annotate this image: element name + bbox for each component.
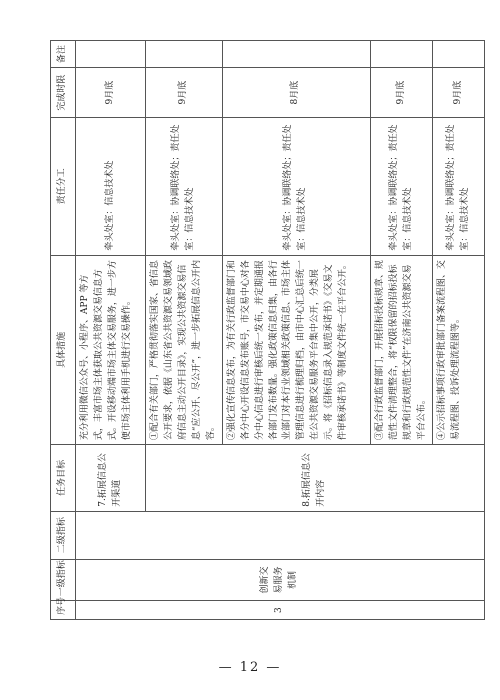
- group-no: 3: [76, 601, 485, 620]
- header-measures: 具体措施: [51, 255, 76, 445]
- measure-cell: ④公示招标事项行政审批部门备案流程图、交易流程图、投诉处理流程图等。: [433, 255, 485, 445]
- measure-cell: ②强化宣传信息发布，为有关行政监督部门和各分中心开设信息发布账号，市交易中心对各分中心信息进行审核后统一发布，并定期通报各部门发布数量。强化政策信息归集，由各行业部门对本行业领域相关政策信息、市场主体管理信息进行梳理归档，由市中心汇总后统一在公共资源交易服务平台集中公开，分类展示。将《招标信息录入规范承诺书》《交易文件审核承诺书》等制度文件统一在平台公开。: [222, 255, 370, 445]
- deadline-cell: 9月底: [433, 68, 485, 118]
- measure-cell: 充分利用微信公众号、小程序、APP 等方式，丰富市场主体获取公共资源交易信息方式。开设移动端市场主体交易服务，进一步方便市场主体利用手机进行交易操作。: [76, 255, 146, 445]
- responsibility-cell: 牵头处室：协调联络处；责任处室：信息技术处: [146, 118, 223, 255]
- task-cell: 8.拓展信息公开内容: [146, 445, 485, 512]
- header-row: [51, 41, 76, 620]
- note-cell: [146, 41, 223, 68]
- responsibility-cell: 牵头处室：协调联络处；责任处室：信息技术处: [222, 118, 370, 255]
- note-cell: [433, 41, 485, 68]
- deadline-cell: 9月底: [146, 68, 223, 118]
- note-cell: [76, 41, 146, 68]
- group-level1: 创新交易服务机制: [76, 559, 485, 601]
- responsibility-cell: 牵头处室：信息技术处: [76, 118, 146, 255]
- header-responsibility: 责任分工: [51, 118, 76, 255]
- table-row: [76, 41, 146, 620]
- task-cell: 7.拓展信息公开渠道: [76, 445, 146, 512]
- note-cell: [370, 41, 433, 68]
- page-number: — 12 —: [218, 660, 282, 675]
- header-task: 任务目标: [51, 445, 76, 512]
- group-level2: [76, 511, 485, 559]
- deadline-cell: 9月底: [370, 68, 433, 118]
- header-deadline: 完成时限: [51, 68, 76, 118]
- deadline-cell: 8月底: [222, 68, 370, 118]
- responsibility-cell: 牵头处室：协调联络处；责任处室：信息技术处: [433, 118, 485, 255]
- header-no: 序号: [51, 601, 76, 620]
- measure-cell: ①配合有关部门，严格贯彻落实国家、省信息公开要求，依据《山东省公共资源交易领域政府信息主动公开目录》，实现公共资源交易信息“应公开、尽公开”，进一步拓展信息公开内容。: [146, 255, 223, 445]
- header-level1: 一级指标: [51, 559, 76, 601]
- header-note: 备注: [51, 41, 76, 68]
- deadline-cell: 9月底: [76, 68, 146, 118]
- responsibility-cell: 牵头处室：协调联络处；责任处室：信息技术处: [370, 118, 433, 255]
- landscape-frame: [50, 40, 490, 620]
- note-cell: [222, 41, 370, 68]
- measure-cell: ③配合行政监督部门，开展招标投标规章、规范性文件清理整合，将“权限保留的招标投标规章和行政规范性文件”在济南公共资源交易平台公布。: [370, 255, 433, 445]
- rotated-page-content: [50, 40, 490, 620]
- task-table: [50, 40, 485, 620]
- header-level2: 二级指标: [51, 511, 76, 559]
